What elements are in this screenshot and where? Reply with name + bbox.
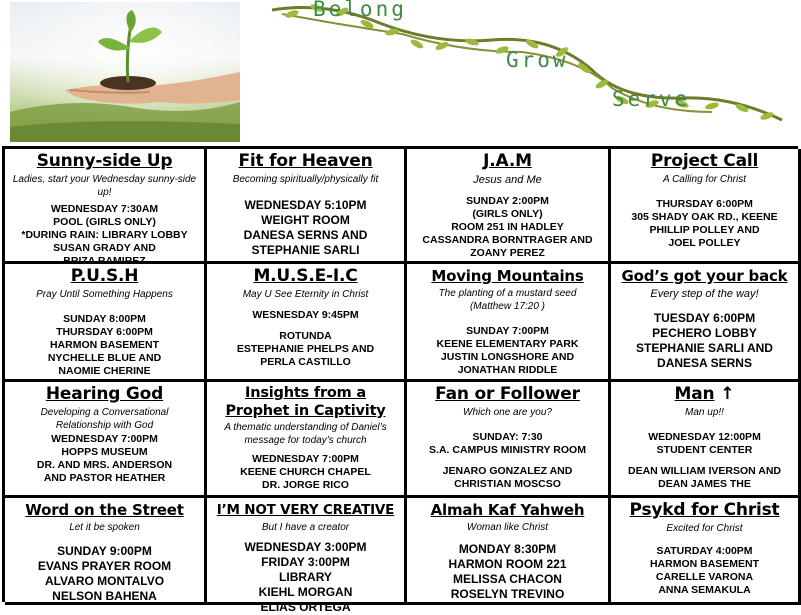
ministry-details	[210, 309, 401, 369]
ministry-card-fit-for-heaven	[207, 149, 407, 264]
detail-line: WEDNESDAY 7:00PM	[51, 433, 158, 445]
detail-line: STEPHANIE SARLI AND	[636, 341, 773, 355]
ministry-subtitle: A Calling for Christ	[663, 174, 746, 185]
detail-line: DANESA SERNS AND	[243, 228, 368, 242]
detail-line: HARMON ROOM 221	[448, 557, 567, 571]
ministry-subtitle: Which one are you?	[463, 407, 552, 418]
detail-line: PHILLIP POLLEY AND	[649, 224, 760, 236]
detail-line: PERLA CASTILLO	[260, 356, 351, 368]
ministry-subtitle: Becoming spiritually/physically fit	[232, 174, 379, 185]
detail-line: SUNDAY 9:00PM	[57, 544, 152, 558]
detail-line: HOPPS MUSEUM	[61, 446, 148, 458]
detail-line: JOEL POLLEY	[668, 237, 741, 249]
ministry-card-psykd-for-christ	[611, 498, 801, 605]
ministry-subtitle: Woman like Christ	[466, 522, 549, 533]
ministry-card-almah-kaf-yahweh	[407, 498, 611, 605]
detail-line: THURSDAY 6:00PM	[656, 198, 753, 210]
detail-line: CHRISTIAN MOSCSO	[454, 478, 561, 490]
detail-line: FRIDAY 3:00PM	[261, 555, 350, 569]
vine-decoration	[262, 0, 800, 145]
detail-line: JUSTIN LONGSHORE AND	[440, 351, 575, 363]
ministry-details	[8, 433, 201, 485]
detail-line: CASSANDRA BORNTRAGER AND	[422, 234, 593, 246]
ministry-details	[410, 195, 605, 260]
ministry-details	[410, 423, 605, 491]
ministry-card-jam	[407, 149, 611, 264]
ministry-details	[614, 545, 795, 597]
detail-line: WEDNESDAY 7:30AM	[50, 203, 159, 215]
ministry-title: God’s got your back	[621, 267, 788, 285]
detail-line: ALVARO MONTALVO	[44, 574, 165, 588]
detail-line: S.A. CAMPUS MINISTRY ROOM	[429, 444, 586, 456]
ministry-title: M.U.S.E-I.C	[253, 266, 358, 286]
detail-line: ROSELYN TREVINO	[450, 587, 565, 601]
detail-line: ROTUNDA	[279, 330, 332, 342]
detail-line: SUNDAY 2:00PM	[466, 195, 549, 207]
detail-line: DR. AND MRS. ANDERSON	[36, 459, 173, 471]
ministry-title: Hearing God	[45, 384, 164, 404]
ministry-subtitle: But I have a creator	[261, 522, 350, 533]
ministry-details	[410, 542, 605, 602]
ministry-title: Fit for Heaven	[238, 151, 373, 171]
detail-line: TUESDAY 6:00PM	[653, 311, 756, 325]
ministry-subtitle: Jesus and Me	[473, 174, 542, 186]
ministry-schedule-grid	[2, 146, 798, 614]
detail-line: EVANS PRAYER ROOM	[37, 559, 172, 573]
ministry-card-fan-or-follower	[407, 382, 611, 498]
ministry-details	[614, 423, 795, 491]
ministry-subtitle: May U See Eternity in Christ	[242, 289, 369, 300]
ministry-details	[210, 453, 401, 492]
ministry-details	[614, 311, 795, 371]
ministry-title: P.U.S.H	[70, 266, 139, 286]
detail-line: JONATHAN RIDDLE	[457, 364, 558, 376]
detail-line: *DURING RAIN: LIBRARY LOBBY	[21, 229, 188, 241]
ministry-title: Project Call	[650, 151, 759, 171]
detail-line: KEENE ELEMENTARY PARK	[436, 338, 579, 350]
ministry-subtitle: Ladies, start your Wednesday sunny-side up!	[12, 174, 197, 198]
ministry-subtitle: Excited for Christ	[666, 523, 743, 534]
detail-line: NYCHELLE BLUE AND	[47, 352, 162, 364]
detail-line: DANESA SERNS	[657, 356, 752, 370]
ministry-card-hearing-god	[5, 382, 207, 498]
ministry-details	[614, 190, 795, 250]
ministry-title-text: Man	[674, 384, 715, 404]
ministry-title: I’M NOT VERY CREATIVE	[216, 502, 395, 518]
detail-line: ROOM 251 IN HADLEY	[451, 221, 564, 233]
detail-line: ZOANY PEREZ	[470, 247, 545, 259]
detail-line: SUNDAY 7:00PM	[466, 325, 549, 337]
detail-line: JENARO GONZALEZ AND	[442, 465, 573, 477]
detail-line: WEDNESDAY 3:00PM	[244, 540, 367, 554]
ministry-card-gods-got-your-back	[611, 264, 801, 382]
detail-line: DR. JORGE RICO	[262, 479, 349, 491]
header	[0, 0, 800, 145]
ministry-subtitle: Man up!!	[685, 407, 724, 418]
motto-serve: Serve	[612, 87, 691, 111]
detail-line: NELSON BAHENA	[52, 589, 157, 603]
ministry-details	[210, 190, 401, 258]
detail-line: DEAN WILLIAM IVERSON AND	[627, 465, 782, 477]
detail-line: NAOMIE CHERINE	[58, 365, 151, 377]
ministry-details	[210, 540, 401, 615]
detail-line: STEPHANIE SARLI	[251, 243, 360, 257]
ministry-details	[8, 305, 201, 378]
detail-line: WEDNESDAY 7:00PM	[252, 453, 359, 465]
ministry-title: Sunny-side Up	[36, 151, 173, 171]
ministry-details	[8, 203, 201, 268]
ministry-title: Fan or Follower	[435, 384, 580, 404]
ministry-card-project-call	[611, 149, 801, 264]
ministry-subtitle: Pray Until Something Happens	[36, 289, 173, 300]
motto-belong: Belong	[313, 0, 407, 21]
detail-line: SATURDAY 4:00PM	[656, 545, 753, 557]
ministry-card-push	[5, 264, 207, 382]
ministry-subtitle: Let it be spoken	[69, 522, 140, 533]
ministry-card-sunny-side-up	[5, 149, 207, 267]
ministry-subtitle: Developing a Conversational Relationship with God	[40, 407, 169, 431]
ministry-card-man-up	[611, 382, 801, 498]
ministry-subtitle: A thematic understanding of Daniel’s message for today’s church	[224, 422, 387, 446]
detail-line: STUDENT CENTER	[656, 444, 753, 456]
detail-line: WEIGHT ROOM	[261, 213, 350, 227]
ministry-title: Insights from a Prophet in Captivity	[225, 385, 386, 419]
ministry-details	[8, 544, 201, 604]
detail-line: MELISSA CHACON	[453, 572, 562, 586]
detail-line: (GIRLS ONLY)	[472, 208, 543, 220]
ministry-card-muse-ic	[207, 264, 407, 382]
detail-line: 305 SHADY OAK RD., KEENE	[631, 211, 778, 223]
up-arrow-icon: ↑	[720, 384, 735, 404]
detail-line: WEDNESDAY 5:10PM	[244, 198, 367, 212]
detail-line: PECHERO LOBBY	[652, 326, 757, 340]
ministry-title: Word on the Street	[25, 501, 184, 519]
detail-line: HARMON BASEMENT	[49, 339, 160, 351]
detail-line: HARMON BASEMENT	[649, 558, 760, 570]
detail-line: BRIZA RAMIREZ	[63, 255, 146, 267]
detail-line: ESTEPHANIE PHELPS AND	[236, 343, 375, 355]
detail-line: WEDNESDAY 12:00PM	[648, 431, 761, 443]
detail-line: ELIAS ORTEGA	[260, 600, 351, 614]
detail-line: ANNA SEMAKULA	[658, 584, 751, 596]
detail-line: KEENE CHURCH CHAPEL	[240, 466, 371, 478]
detail-line: LIBRARY	[279, 570, 332, 584]
detail-line: DEAN JAMES THE	[658, 478, 751, 490]
ministry-title: Almah Kaf Yahweh	[430, 501, 585, 519]
ministry-card-im-not-very-creative	[207, 498, 407, 614]
ministry-subtitle: Every step of the way!	[650, 288, 759, 300]
ministry-title	[614, 384, 795, 405]
ministry-title: Moving Mountains	[431, 267, 584, 285]
ministry-card-word-on-the-street	[5, 498, 207, 605]
ministry-details	[410, 317, 605, 377]
motto-grow: Grow	[506, 48, 569, 72]
detail-line: SUNDAY: 7:30	[472, 431, 543, 443]
detail-line: KIEHL MORGAN	[258, 585, 353, 599]
ministry-card-insights-from-a-prophet	[207, 382, 407, 498]
detail-line: MONDAY 8:30PM	[458, 542, 557, 556]
detail-line: THURSDAY 6:00PM	[56, 326, 153, 338]
ministry-card-moving-mountains	[407, 264, 611, 382]
detail-line: SUNDAY 8:00PM	[63, 313, 146, 325]
detail-line: WESNESDAY 9:45PM	[252, 309, 359, 321]
hand-holding-seedling-image	[10, 2, 240, 142]
detail-line: AND PASTOR HEATHER	[43, 472, 166, 484]
detail-line: POOL (GIRLS ONLY)	[53, 216, 156, 228]
ministry-title: Psykd for Christ	[629, 500, 780, 520]
ministry-title: J.A.M	[483, 151, 532, 171]
detail-line: SUSAN GRADY AND	[53, 242, 156, 254]
detail-line: CARELLE VARONA	[655, 571, 754, 583]
ministry-subtitle: The planting of a mustard seed (Matthew 17:20 )	[438, 288, 577, 312]
